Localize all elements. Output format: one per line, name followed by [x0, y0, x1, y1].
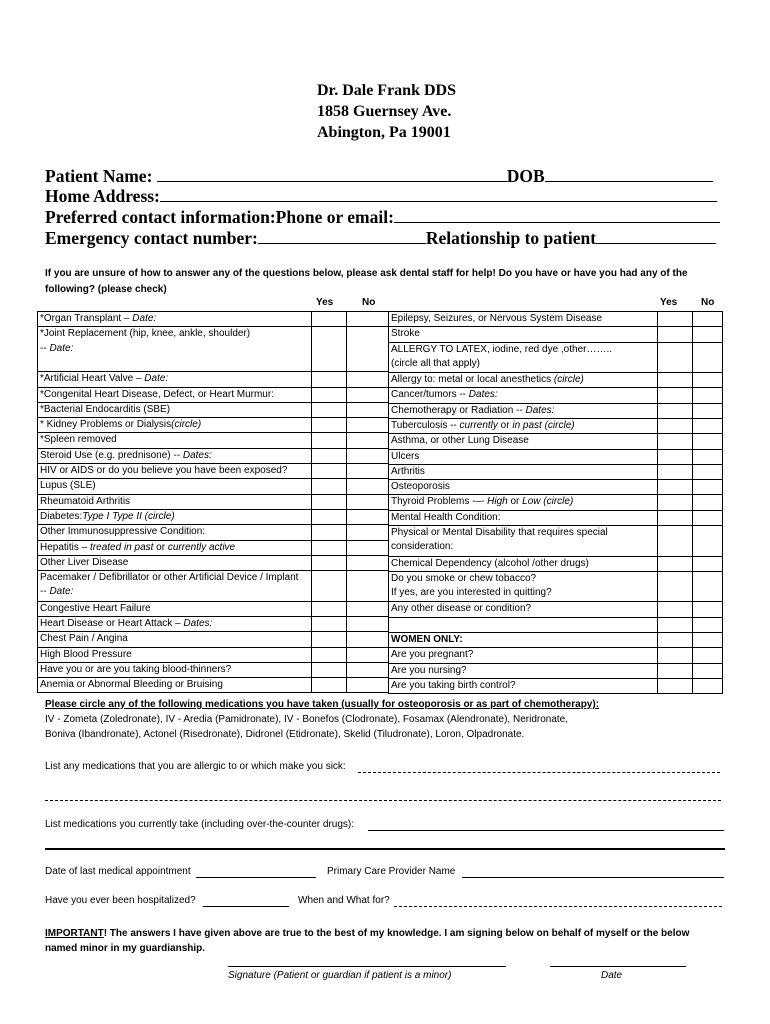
right-condition-text: Are you pregnant?	[391, 649, 474, 661]
left-condition-cell	[38, 647, 312, 662]
medications-line-1: IV - Zometa (Zoledronate), IV - Aredia (Pamidronate), IV - Bonefos (Clodronate), Fosamax (Alendronate), Neridronate,	[45, 714, 569, 725]
right-conditions-table	[388, 311, 723, 694]
right-condition-text: Epilepsy, Seizures, or Nervous System Disease	[391, 313, 603, 324]
right-condition-text: Do you smoke or chew tobacco?	[391, 572, 537, 584]
right-no-checkbox[interactable]	[693, 449, 723, 464]
important-text: ! The answers I have given above are true to the best of my knowledge. I am signing below on behalf of myself or the below	[103, 928, 690, 939]
left-yes-checkbox[interactable]	[312, 678, 347, 693]
left-condition-row	[38, 616, 389, 631]
allergic-meds-field[interactable]	[358, 772, 720, 773]
left-condition-cell	[38, 494, 312, 509]
left-condition-row	[38, 571, 389, 602]
right-condition-cell	[389, 526, 658, 557]
left-condition-row	[38, 479, 389, 494]
left-condition-text: Lupus (SLE)	[40, 480, 96, 492]
right-condition-row	[389, 418, 723, 433]
dob-label: DOB	[506, 166, 545, 186]
right-condition-cell	[389, 495, 658, 510]
left-condition-cell	[38, 601, 312, 616]
right-condition-row	[389, 556, 723, 571]
left-no-checkbox[interactable]	[347, 509, 389, 524]
right-condition-cell	[389, 388, 658, 403]
date-line[interactable]	[550, 966, 686, 967]
left-yes-checkbox[interactable]	[312, 571, 347, 602]
left-condition-text: *Artificial Heart Valve –	[40, 373, 145, 385]
practice-address: 1858 Guernsey Ave.	[317, 103, 452, 120]
preferred-contact-label: Preferred contact information:Phone or email:	[45, 207, 394, 227]
left-condition-row	[38, 387, 389, 402]
intro-line-2: following? (please check)	[45, 284, 167, 295]
right-yes-checkbox[interactable]	[658, 648, 693, 663]
left-yes-checkbox[interactable]	[312, 540, 347, 555]
right-no-checkbox[interactable]	[693, 373, 723, 388]
left-condition-row	[38, 312, 389, 327]
right-condition-em2: in past (circle)	[512, 419, 575, 431]
emergency-contact-field[interactable]	[258, 227, 426, 244]
right-condition-row	[389, 342, 723, 373]
right-condition-em: Dates:	[525, 404, 555, 416]
right-condition-text: Ulcers	[391, 450, 420, 462]
right-yes-checkbox[interactable]	[658, 663, 693, 678]
left-yes-checkbox[interactable]	[312, 525, 347, 540]
hospitalized-label: Have you ever been hospitalized?	[45, 895, 196, 906]
left-no-checkbox[interactable]	[347, 312, 389, 327]
medications-title: Please circle any of the following medications you have taken (usually for osteoporosis or as part of chemotherapy):	[45, 699, 600, 710]
right-condition-cell	[389, 342, 658, 373]
left-condition-text: *Joint Replacement (hip, knee, ankle, shoulder)	[40, 328, 251, 340]
left-yes-checkbox[interactable]	[312, 494, 347, 509]
right-condition-cell	[389, 648, 658, 663]
right-no-checkbox[interactable]	[693, 418, 723, 433]
left-condition-row	[38, 647, 389, 662]
current-meds-field-2[interactable]	[45, 848, 725, 850]
right-condition-row	[389, 632, 723, 647]
signature-line[interactable]	[228, 966, 506, 967]
right-yes-checkbox[interactable]	[658, 526, 693, 557]
left-no-checkbox[interactable]	[347, 402, 389, 417]
patient-name-label: Patient Name:	[45, 166, 153, 186]
right-condition-mid: or	[497, 419, 513, 431]
right-yes-checkbox[interactable]	[658, 678, 693, 693]
left-no-checkbox[interactable]	[347, 662, 389, 677]
left-condition-cell	[38, 312, 312, 327]
left-condition-row	[38, 402, 389, 417]
right-yes-checkbox[interactable]	[658, 617, 693, 632]
last-appointment-label: Date of last medical appointment	[45, 866, 191, 877]
left-condition-em: Dates:	[183, 617, 213, 629]
right-no-checkbox[interactable]	[693, 526, 723, 557]
right-no-checkbox[interactable]	[693, 464, 723, 479]
home-address-label: Home Address:	[45, 186, 160, 206]
right-condition-cell	[389, 403, 658, 418]
right-condition-cell	[389, 464, 658, 479]
left-yes-checkbox[interactable]	[312, 433, 347, 448]
left-no-checkbox[interactable]	[347, 464, 389, 479]
left-no-checkbox[interactable]	[347, 525, 389, 540]
left-condition-text: Congestive Heart Failure	[40, 602, 151, 614]
left-condition-text: *Spleen removed	[40, 434, 117, 446]
left-condition-cell	[38, 632, 312, 647]
right-no-checkbox[interactable]	[693, 617, 723, 632]
left-condition-cell	[38, 387, 312, 402]
left-yes-checkbox[interactable]	[312, 632, 347, 647]
right-condition-em: (circle)	[553, 374, 584, 386]
left-condition-cell	[38, 662, 312, 677]
left-condition-text: Steroid Use (e.g. prednisone)	[40, 449, 174, 461]
left-condition-text: *Organ Transplant –	[40, 313, 133, 324]
date-label: Date	[601, 970, 623, 981]
right-condition-text: Thyroid Problems -–-	[391, 496, 488, 508]
right-condition-cell	[389, 617, 658, 632]
right-condition-text: Chemical Dependency (alcohol /other drugs)	[391, 557, 589, 569]
relationship-field[interactable]	[596, 227, 716, 244]
allergic-meds-field-2[interactable]	[45, 800, 721, 801]
right-condition-row	[389, 510, 723, 525]
left-condition-cell	[38, 509, 312, 524]
intro-line-1: If you are unsure of how to answer any of the questions below, please ask dental staff for help! Do you have or have you had any of the	[45, 268, 688, 279]
left-condition-cell	[38, 464, 312, 479]
patient-name-row	[45, 165, 713, 187]
right-condition-em2: Low (circle)	[522, 496, 574, 508]
left-yes-checkbox[interactable]	[312, 372, 347, 387]
left-yes-checkbox[interactable]	[312, 387, 347, 402]
left-condition-sub: --	[40, 342, 50, 354]
left-condition-row	[38, 525, 389, 540]
left-yes-checkbox[interactable]	[312, 616, 347, 631]
important-statement	[45, 926, 689, 941]
right-no-checkbox[interactable]	[693, 434, 723, 449]
right-condition-text: Are you nursing?	[391, 664, 467, 676]
right-yes-header: Yes	[660, 297, 678, 308]
right-condition-text: Are you taking birth control?	[391, 679, 516, 691]
right-no-checkbox[interactable]	[693, 678, 723, 693]
right-condition-text: Asthma, or other Lung Disease	[391, 435, 529, 447]
right-no-checkbox[interactable]	[693, 495, 723, 510]
last-appointment-field[interactable]	[196, 877, 316, 878]
right-condition-text: WOMEN ONLY:	[391, 633, 463, 645]
left-yes-header: Yes	[316, 297, 334, 308]
right-yes-checkbox[interactable]	[658, 403, 693, 418]
right-condition-text: Any other disease or condition?	[391, 603, 532, 615]
left-condition-row	[38, 418, 389, 433]
when-what-label: When and What for?	[298, 895, 390, 906]
patient-name-field[interactable]	[157, 165, 507, 182]
left-condition-row	[38, 555, 389, 570]
left-condition-text: Heart Disease or Heart Attack –	[40, 617, 184, 629]
left-condition-cell	[38, 525, 312, 540]
left-yes-checkbox[interactable]	[312, 647, 347, 662]
right-condition-row	[389, 327, 723, 342]
emergency-contact-row	[45, 227, 716, 249]
left-condition-sub_em: Date:	[49, 586, 74, 598]
right-condition-row	[389, 480, 723, 495]
right-yes-checkbox[interactable]	[658, 373, 693, 388]
left-no-checkbox[interactable]	[347, 327, 389, 372]
left-condition-em: (circle)	[171, 419, 202, 431]
left-condition-cell	[38, 616, 312, 631]
left-no-checkbox[interactable]	[347, 372, 389, 387]
left-condition-cell	[38, 678, 312, 693]
left-condition-text: High Blood Pressure	[40, 648, 132, 660]
right-condition-text: Cancer/tumors --	[391, 389, 469, 401]
right-yes-checkbox[interactable]	[658, 480, 693, 495]
left-yes-checkbox[interactable]	[312, 662, 347, 677]
home-address-row	[45, 185, 717, 207]
left-condition-sub: --	[40, 586, 50, 598]
right-no-checkbox[interactable]	[693, 510, 723, 525]
left-condition-em: Type I Type II (circle)	[82, 510, 175, 522]
right-no-checkbox[interactable]	[693, 556, 723, 571]
right-yes-checkbox[interactable]	[658, 602, 693, 617]
right-yes-checkbox[interactable]	[658, 571, 693, 602]
right-condition-row	[389, 464, 723, 479]
left-yes-checkbox[interactable]	[312, 464, 347, 479]
practice-city: Abington, Pa 19001	[317, 124, 451, 141]
right-yes-checkbox[interactable]	[658, 418, 693, 433]
left-yes-checkbox[interactable]	[312, 601, 347, 616]
right-yes-checkbox[interactable]	[658, 495, 693, 510]
left-no-checkbox[interactable]	[347, 601, 389, 616]
right-condition-row	[389, 434, 723, 449]
important-label: IMPORTANT	[45, 928, 104, 939]
left-no-checkbox[interactable]	[347, 647, 389, 662]
right-condition-cell	[389, 327, 658, 342]
left-condition-cell	[38, 555, 312, 570]
left-no-header: No	[362, 297, 376, 308]
right-condition-row	[389, 663, 723, 678]
left-no-checkbox[interactable]	[347, 540, 389, 555]
right-condition-cell	[389, 449, 658, 464]
signature-label: Signature (Patient or guardian if patient is a minor)	[228, 970, 452, 981]
right-yes-checkbox[interactable]	[658, 388, 693, 403]
right-condition-cell	[389, 663, 658, 678]
right-yes-checkbox[interactable]	[658, 342, 693, 373]
right-condition-text: Physical or Mental Disability that requires special	[391, 527, 608, 539]
right-condition-sub: If yes, are you interested in quitting?	[391, 587, 552, 599]
left-condition-cell	[38, 479, 312, 494]
right-no-checkbox[interactable]	[693, 648, 723, 663]
left-condition-text: Chest Pain / Angina	[40, 633, 128, 645]
when-what-field[interactable]	[394, 906, 722, 907]
right-condition-em: Dates:	[468, 389, 498, 401]
left-condition-text: Other Liver Disease	[40, 556, 129, 568]
right-condition-text: Chemotherapy or Radiation --	[391, 404, 526, 416]
right-condition-text: Tuberculosis --	[391, 419, 460, 431]
left-condition-em2: currently active	[167, 541, 236, 553]
right-condition-row	[389, 403, 723, 418]
right-condition-cell	[389, 632, 658, 647]
current-meds-field[interactable]	[368, 830, 724, 831]
left-condition-cell	[38, 327, 312, 372]
left-yes-checkbox[interactable]	[312, 402, 347, 417]
left-yes-checkbox[interactable]	[312, 327, 347, 372]
left-condition-cell	[38, 448, 312, 463]
right-condition-row	[389, 312, 723, 327]
left-condition-text: *Bacterial Endocarditis (SBE)	[40, 403, 171, 415]
left-condition-row	[38, 509, 389, 524]
right-condition-text: ALLERGY TO LATEX, iodine, red dye ,other……..	[391, 343, 613, 355]
right-condition-sub: (circle all that apply)	[391, 357, 480, 369]
right-condition-row	[389, 617, 723, 632]
right-no-checkbox[interactable]	[693, 663, 723, 678]
left-condition-row	[38, 464, 389, 479]
left-no-checkbox[interactable]	[347, 616, 389, 631]
right-yes-checkbox[interactable]	[658, 449, 693, 464]
pcp-field[interactable]	[462, 877, 724, 878]
left-condition-cell	[38, 372, 312, 387]
left-condition-row	[38, 678, 389, 693]
right-no-checkbox[interactable]	[693, 327, 723, 342]
right-yes-checkbox[interactable]	[658, 464, 693, 479]
left-condition-row	[38, 540, 389, 555]
left-condition-em: Date:	[144, 373, 169, 385]
left-yes-checkbox[interactable]	[312, 312, 347, 327]
right-condition-row	[389, 495, 723, 510]
right-condition-row	[389, 526, 723, 557]
left-no-checkbox[interactable]	[347, 632, 389, 647]
left-no-checkbox[interactable]	[347, 571, 389, 602]
left-condition-em: Date:	[132, 313, 157, 324]
left-yes-checkbox[interactable]	[312, 555, 347, 570]
right-condition-cell	[389, 373, 658, 388]
left-condition-em: treated in past	[90, 541, 154, 553]
left-condition-row	[38, 433, 389, 448]
right-condition-em: High	[487, 496, 508, 508]
right-condition-row	[389, 449, 723, 464]
left-no-checkbox[interactable]	[347, 479, 389, 494]
preferred-contact-row	[45, 206, 720, 228]
right-condition-sub: consideration:	[391, 541, 454, 553]
left-condition-text: * Kidney Problems or Dialysis	[40, 419, 172, 431]
pcp-label: Primary Care Provider Name	[327, 866, 456, 877]
left-condition-row	[38, 372, 389, 387]
left-condition-row	[38, 494, 389, 509]
allergic-meds-label: List any medications that you are allergic to or which make you sick:	[45, 761, 346, 772]
right-no-checkbox[interactable]	[693, 403, 723, 418]
left-condition-cell	[38, 540, 312, 555]
right-no-checkbox[interactable]	[693, 480, 723, 495]
right-condition-cell	[389, 480, 658, 495]
right-condition-cell	[389, 510, 658, 525]
right-condition-text: Arthritis	[391, 465, 425, 477]
left-condition-text: Other Immunosuppressive Condition:	[40, 526, 206, 538]
left-no-checkbox[interactable]	[347, 555, 389, 570]
right-condition-cell	[389, 312, 658, 327]
right-no-checkbox[interactable]	[693, 571, 723, 602]
right-condition-cell	[389, 418, 658, 433]
medications-line-2: Boniva (Ibandronate), Actonel (Risedronate), Didronel (Etidronate), Skelid (Tiludronate), Loron, Olpadronate.	[45, 729, 525, 740]
emergency-contact-label: Emergency contact number:	[45, 228, 258, 248]
left-condition-text: Anemia or Abnormal Bleeding or Bruising	[40, 679, 223, 691]
left-no-checkbox[interactable]	[347, 387, 389, 402]
left-condition-sub_em: Date:	[49, 342, 74, 354]
left-condition-cell	[38, 418, 312, 433]
right-condition-em: currently	[459, 419, 498, 431]
left-condition-text: HIV or AIDS or do you believe you have been exposed?	[40, 465, 288, 477]
left-no-checkbox[interactable]	[347, 448, 389, 463]
right-no-checkbox[interactable]	[693, 342, 723, 373]
left-condition-text: Have you or are you taking blood-thinners?	[40, 663, 232, 675]
right-no-checkbox[interactable]	[693, 632, 723, 647]
right-yes-checkbox[interactable]	[658, 327, 693, 342]
left-no-checkbox[interactable]	[347, 418, 389, 433]
important-text-2: named minor in my guardianship.	[45, 943, 206, 954]
right-condition-text: Mental Health Condition:	[391, 511, 501, 523]
right-condition-row	[389, 602, 723, 617]
left-yes-checkbox[interactable]	[312, 448, 347, 463]
left-yes-checkbox[interactable]	[312, 418, 347, 433]
left-condition-row	[38, 327, 389, 372]
dob-field[interactable]	[545, 165, 713, 182]
right-condition-cell	[389, 434, 658, 449]
right-condition-mid: or	[507, 496, 523, 508]
left-condition-text: Diabetes:	[40, 510, 83, 522]
right-yes-checkbox[interactable]	[658, 434, 693, 449]
practice-name: Dr. Dale Frank DDS	[317, 82, 456, 99]
left-condition-cell	[38, 433, 312, 448]
left-condition-text: *Congenital Heart Disease, Defect, or Heart Murmur:	[40, 388, 274, 400]
left-condition-em: -- Dates:	[173, 449, 212, 461]
right-condition-row	[389, 571, 723, 602]
left-no-checkbox[interactable]	[347, 494, 389, 509]
right-yes-checkbox[interactable]	[658, 632, 693, 647]
preferred-contact-field[interactable]	[394, 206, 720, 223]
right-condition-text: Stroke	[391, 328, 420, 340]
hospitalized-field[interactable]	[203, 906, 289, 907]
right-condition-cell	[389, 678, 658, 693]
left-conditions-table	[37, 311, 389, 693]
left-condition-row	[38, 632, 389, 647]
left-no-checkbox[interactable]	[347, 678, 389, 693]
right-condition-text: Allergy to: metal or local anesthetics	[391, 374, 554, 386]
left-condition-cell	[38, 402, 312, 417]
left-condition-text: Rheumatoid Arthritis	[40, 495, 131, 507]
right-yes-checkbox[interactable]	[658, 312, 693, 327]
right-condition-cell	[389, 556, 658, 571]
right-condition-row	[389, 388, 723, 403]
left-condition-row	[38, 601, 389, 616]
left-condition-row	[38, 448, 389, 463]
left-condition-row	[38, 662, 389, 677]
right-condition-text: Osteoporosis	[391, 481, 450, 493]
home-address-field[interactable]	[160, 185, 717, 202]
right-yes-checkbox[interactable]	[658, 510, 693, 525]
right-condition-cell	[389, 571, 658, 602]
right-condition-row	[389, 678, 723, 693]
left-no-checkbox[interactable]	[347, 433, 389, 448]
left-condition-mid: or	[153, 541, 168, 553]
left-condition-text: Hepatitis –	[40, 541, 91, 553]
relationship-label: Relationship to patient	[425, 228, 597, 248]
right-no-checkbox[interactable]	[693, 312, 723, 327]
left-condition-text: Pacemaker / Defibrillator or other Artificial Device / Implant	[40, 572, 299, 584]
left-yes-checkbox[interactable]	[312, 509, 347, 524]
current-meds-label: List medications you currently take (including over-the-counter drugs):	[45, 819, 355, 830]
right-no-checkbox[interactable]	[693, 602, 723, 617]
right-condition-cell	[389, 602, 658, 617]
right-no-header: No	[701, 297, 715, 308]
left-yes-checkbox[interactable]	[312, 479, 347, 494]
right-condition-row	[389, 648, 723, 663]
right-condition-row	[389, 373, 723, 388]
right-no-checkbox[interactable]	[693, 388, 723, 403]
right-yes-checkbox[interactable]	[658, 556, 693, 571]
left-condition-cell	[38, 571, 312, 602]
